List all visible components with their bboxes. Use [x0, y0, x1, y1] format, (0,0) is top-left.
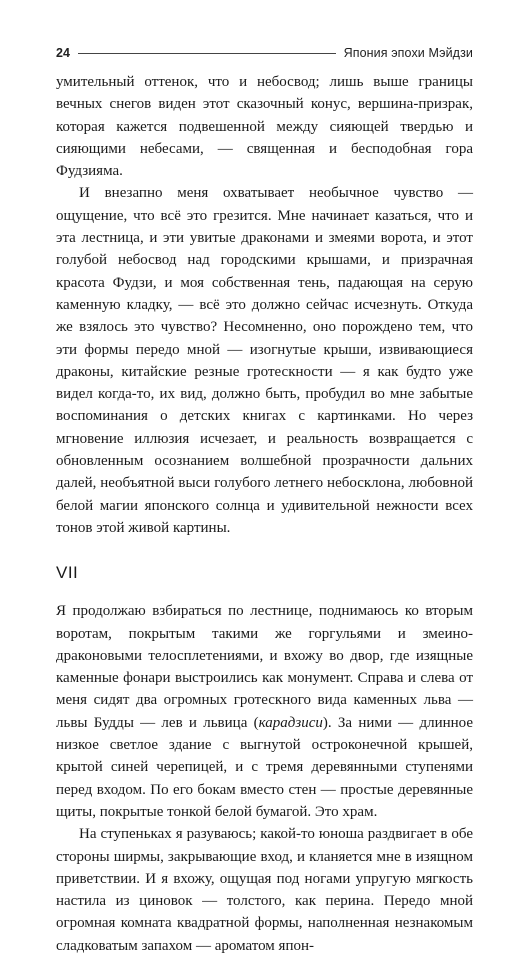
- page-number: 24: [56, 46, 70, 60]
- paragraph-text: ). За ними — длинное низкое светлое здание с выгнутой остроконечной крышей, крытой синей черепицей, и с тремя деревянными ступенями перед входом. По его бокам вместо стен — простые деревянные щиты, покрытые тонкой белой бумагой. Это храм.: [56, 714, 473, 820]
- body-text: [56, 71, 473, 957]
- running-header: [56, 46, 473, 60]
- header-rule: [78, 53, 336, 54]
- paragraph-temple-court: [56, 600, 473, 823]
- paragraph-temple-entry: На ступеньках я разуваюсь; какой-то юноша раздвигает в обе стороны ширмы, закрывающие вход, и кланяется мне в изящном приветствии. И я вхожу, ощущая под ногами упругую мягкость настила из циновок — толстого, как перина. Передо мной огромная комната квадратной формы, наполненная незнакомым сладковатым запахом — ароматом япон-: [56, 826, 473, 954]
- paragraph-text: Я продолжаю взбираться по лестнице, поднимаюсь ко вторым воротам, покрытым такими же горгульями и змеино-драконовыми телосплетениями, и вхожу во двор, где изящные каменные фонари выстроились как монумент. Справа и слева от меня сидят два огромных гротескного вида каменных льва — львы Будды — лев и львица (: [56, 603, 473, 731]
- section-heading: VII: [56, 563, 79, 583]
- paragraph-illusion: И внезапно меня охватывает необычное чувство — ощущение, что всё это грезится. Мне начинает казаться, что и эта лестница, и эти увитые драконами и змеями ворота, и этот голубой небосвод над городскими крышами, и призрачная красота Фудзи, и моя собственная тень, падающая на серую каменную кладку, — всё это должно сейчас исчезнуть. Откуда же взялось это чувство? Несомненно, оно порождено тем, что эти формы передо мной — изогнутые крыши, извивающиеся драконы, китайские резные гротескности — я как будто уже видел когда-то, их вид, должно быть, пробудил во мне забытые воспоминания о детских книгах с картинками. Но через мгновение иллюзия исчезает, и реальность возвращается с обновленным осознанием волшебной прозрачности дальних далей, необъятной выси голубого летнего небосклона, любовной белой магии японского солнца и удивительной нежности всех тонов этой живой картины.: [56, 185, 473, 536]
- paragraph-continued: умительный оттенок, что и небосвод; лишь выше границы вечных снегов виден этот сказочный конус, вершина-призрак, которая кажется подвешенной между сияющей твердью и сияющими небесами, — священная и бесподобная гора Фудзияма.: [56, 74, 473, 180]
- italic-term: карадзиси: [258, 714, 323, 731]
- book-title: Япония эпохи Мэйдзи: [343, 46, 473, 60]
